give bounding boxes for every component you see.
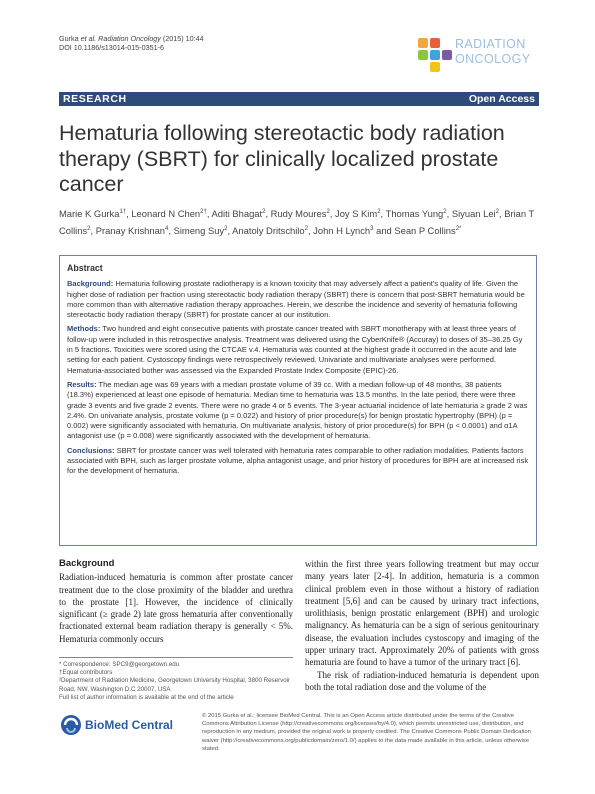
author-name[interactable]: Aditi Bhagat$^2$ — [211, 208, 266, 220]
abstract-results — [67, 380, 529, 442]
abstract-text: SBRT for prostate cancer was well tolerated with hematuria rates comparable to other radiation modalities. Patients factors associated with BPH, such as larger prostate volume, alpha antagonist usage, and prior history of procedures for BPH are at increased risk for the development of hematuria. — [67, 445, 529, 476]
abstract-label: Background: — [67, 279, 114, 289]
running-citation — [59, 34, 204, 43]
author-affiliation-mark: 4 — [165, 225, 169, 232]
author-affiliation-mark: 2† — [200, 209, 207, 215]
abstract-background — [67, 279, 529, 320]
biomed-central-logo-icon[interactable] — [59, 712, 179, 738]
journal-name — [455, 37, 530, 67]
author-name[interactable]: Marie K Gurka$^{1\dagger}$ — [59, 208, 127, 220]
journal-name-line2: ONCOLOGY — [455, 52, 531, 66]
license-text: © 2015 Gurka et al.; licensee BioMed Central. This is an Open Access article distributed under the terms of the Creative Commons Attribution License (http://creativecommons.org/licenses/by/4.0), which permits unrestricted use, distribution, and reproduction in any medium, provided the original work is properly credited. The Creative Commons Public Domain Dedication waiver (http://creativecommons.org/publicdomain/zero/1.0/) applies to the data made available in this article, unless otherwise stated. — [202, 713, 531, 752]
abstract-text: Hematuria following prostate radiotherapy is a known toxicity that may adversely affect a patient's quality of life. Given the higher dose of radiation per fraction using stereotactic body radiation therapy (SBRT) there is concern that post-SBRT hematuria would be more common than with alternative radiation therapy approaches. Herein, we describe the incidence and severity of hematuria following stereotactic body radiation therapy (SBRT) for prostate cancer at our institution. — [67, 279, 525, 320]
author-affiliation-mark: 2 — [262, 209, 266, 215]
publisher-name: BioMed Central — [85, 718, 174, 732]
doi-link[interactable]: DOI 10.1186/s13014-015-0351-6 — [59, 43, 164, 52]
author-affiliation-mark: 3 — [370, 225, 374, 232]
article-type-banner — [59, 92, 539, 106]
author-list: Marie K Gurka$^{1\dagger}$, Leonard N Chen$^{2\dagger}$, Aditi Bhagat$^2$, Rudy Moures$^2$, Joy S Kim$^2$, Thomas Yung$^2$, Siyuan Lei$^2$, Brian T Collins$^2$, Pranay Krishnan$^4$, Simeng Suy$^2$, Anatoly Dritschilo$^2$, John H Lynch$^3$ and Sean P Collins$^{2*}$ — [59, 208, 535, 236]
correspondence-email[interactable]: * Correspondence: SPC9@georgetown.edu — [59, 661, 180, 668]
section-heading-background: Background — [59, 558, 115, 569]
abstract-text: The median age was 69 years with a median prostate volume of 39 cc. With a median follow-up of 48 months, 38 patients (18.3%) experienced at least one episode of hematuria. Median time to hematuria was 13.5 months. In the late period, there were three grade 3 events and five grade 2 events. There were no grade 4 or 5 events. The 3-year actuarial incidence of late hematuria ≥ grade 2 was 2.4%. On univariate analysis, prostate volume (p = 0.022) and history of prior procedure(s) for benign prostatic hypertrophy (BPH) (p = 0.002) were significantly associated with hematuria. On multivariate analysis, history of prior procedure(s) for BPH (p < 0.0001) and α1A antagonist use (p = 0.008) were significantly associated with the development of hematuria. — [67, 379, 528, 441]
author-name[interactable]: Pranay Krishnan$^4$ — [95, 224, 169, 236]
author-name[interactable]: John H Lynch$^3$ — [313, 224, 374, 236]
author-affiliation-mark: 2 — [443, 209, 447, 215]
citation-volume: (2015) 10:44 — [162, 34, 204, 43]
citation-journal: Radiation Oncology — [98, 34, 161, 43]
body-paragraph: Radiation-induced hematuria is common after prostate cancer treatment due to the close proximity of the bladder and urethra to the prostate [1]. However, the incidence of clinically significant (≥ grade 2) late gross hematuria after conventionally fractionated external beam radiation therapy is generally < 5%. Hematuria commonly occurs — [59, 572, 293, 644]
abstract-box — [59, 255, 537, 546]
author-affiliation-mark: 2 — [377, 209, 381, 215]
abstract-conclusions — [67, 446, 529, 477]
equal-contributors-note: †Equal contributors — [59, 669, 113, 677]
author-affiliation-mark: 1† — [119, 209, 127, 215]
author-name[interactable]: Anatoly Dritschilo$^2$ — [232, 224, 308, 236]
body-left-column — [59, 558, 293, 645]
body-paragraph: within the first three years following treatment but may occur many years later [2-4]. In addition, hematuria is a common clinical problem even in those without a history of radiation treatment [5,6] and can be caused by urinary tract infections, urolithiasis, benign prostatic enlargement (BPH) and urologic malignancy. As hematuria can be a sign of serious genitourinary disease, the evaluation includes cystoscopy and imaging of the upper urinary tract. Approximately 20% of patients with gross hematuria are found to have a tumor of the urinary tract [6]. — [305, 559, 539, 668]
author-name[interactable]: Leonard N Chen$^{2\dagger}$ — [131, 208, 207, 220]
author-affiliation-mark: 2 — [87, 225, 91, 232]
article-type-label: RESEARCH — [63, 93, 127, 105]
journal-name-line1: RADIATION — [455, 37, 526, 51]
abstract-label: Methods: — [67, 324, 101, 334]
author-name[interactable]: Rudy Moures$^2$ — [270, 208, 330, 220]
citation-etal: et al. — [80, 34, 97, 43]
author-name[interactable]: Joy S Kim$^2$ — [335, 208, 381, 220]
body-paragraph: The risk of radiation-induced hematuria is dependent upon both the total radiation dose and the volume of the — [305, 669, 539, 692]
author-name[interactable]: Brian T Collins$^2$ — [59, 208, 535, 236]
author-affiliation-mark: 2 — [224, 225, 228, 232]
author-name[interactable]: and Sean P Collins$^{2*}$ — [376, 224, 462, 236]
author-name[interactable]: Simeng Suy$^2$ — [173, 224, 228, 236]
footnotes — [59, 657, 293, 702]
article-title: Hematuria following stereotactic body radiation therapy (SBRT) for clinically localized prostate cancer — [59, 121, 505, 196]
author-affiliation-mark: 2 — [326, 209, 330, 215]
body-right-column — [305, 558, 539, 693]
abstract-text: Two hundred and eight consecutive patients with prostate cancer treated with SBRT monotherapy with at least three years of follow-up were included in this retrospective analysis. Treatment was delivered using the CyberKnife® (Accuray) to doses of 35–36.25 Gy in 5 fractions. Toxicities were scored using the CTCAE v.4. Hematuria was counted at the highest grade it occurred in the acute and late setting for each patient. Cystoscopy findings were retrospectively reviewed. Univariate and multivariate analyses were performed. Hematuria-associated bother was assessed via the Expanded Prostate Index Composite (EPIC)-26. — [67, 324, 523, 375]
abstract-label: Results: — [67, 379, 97, 389]
author-info-note: Full list of author information is available at the end of the article — [59, 693, 234, 701]
abstract-heading: Abstract — [67, 263, 103, 273]
abstract-methods — [67, 324, 529, 375]
abstract-label: Conclusions: — [67, 445, 115, 455]
open-access-label[interactable]: Open Access — [468, 93, 535, 105]
author-affiliation-mark: 2 — [304, 225, 308, 232]
affiliation-note: ²Department of Radiation Medicine, Georgetown University Hospital, 3800 Reservoir Road, NW, Washington D.C 20007, USA — [59, 677, 291, 693]
author-name[interactable]: Siyuan Lei$^2$ — [451, 208, 499, 220]
citation-authors: Gurka — [59, 34, 79, 43]
author-affiliation-mark: 2* — [455, 225, 462, 232]
author-affiliation-mark: 2 — [495, 209, 499, 215]
author-name[interactable]: Thomas Yung$^2$ — [385, 208, 447, 220]
